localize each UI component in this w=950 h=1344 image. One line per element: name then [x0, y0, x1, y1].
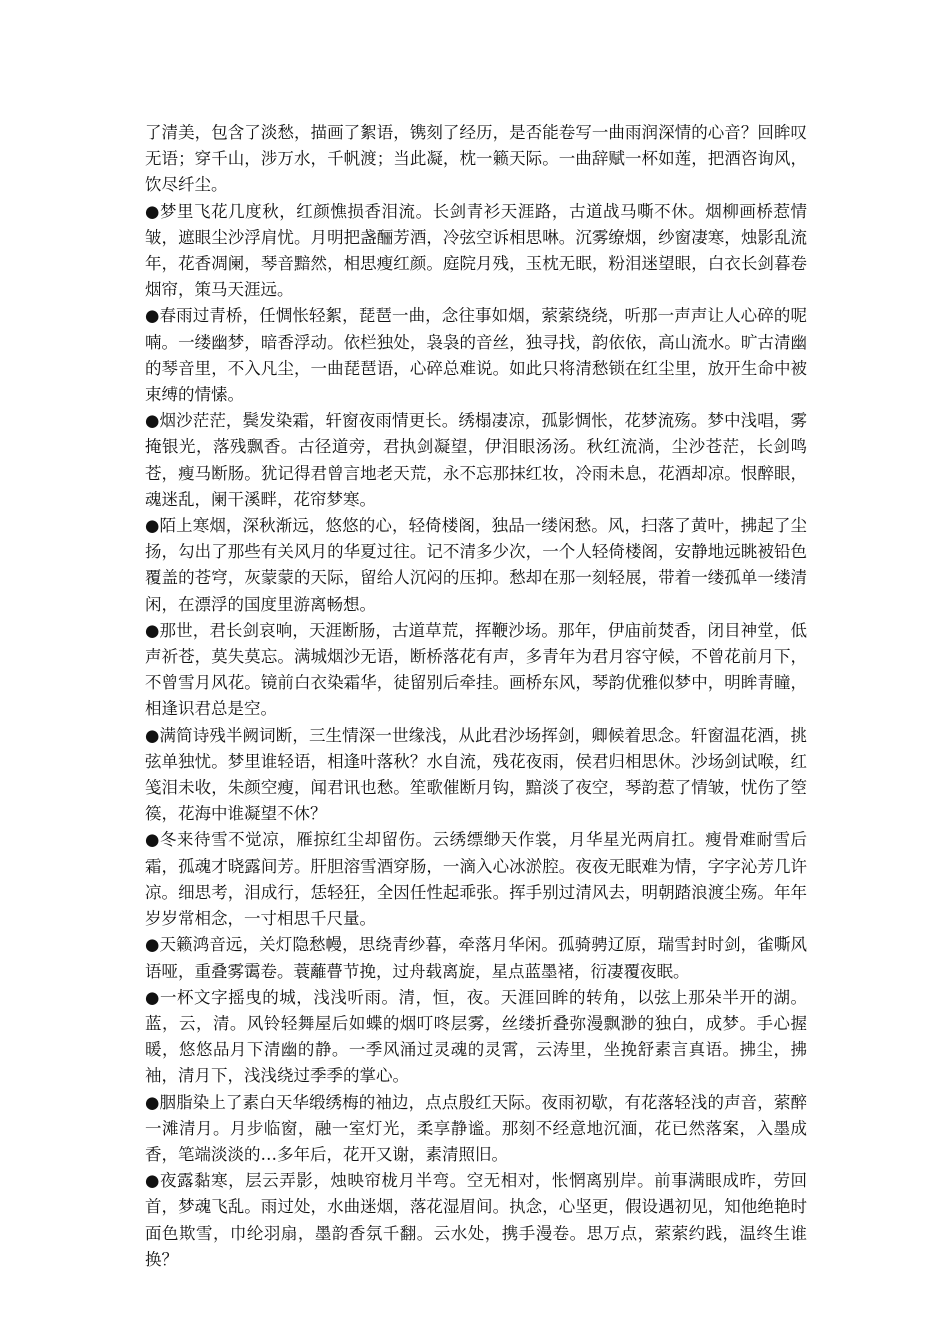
paragraph: ●一杯文字摇曳的城，浅浅听雨。清，恒，夜。天涯回眸的转角，以弦上那朵半开的湖。蓝，云，清。风铃轻舞屋后如蝶的烟叮咚层雾，丝缕折叠弥漫飘渺的独白，成梦。手心握暖，悠悠品月下清幽的静。一季风涌过灵魂的灵霄，云涛里，坐挽舒素言真语。拂尘，拂袖，清月下，浅浅绕过季季的掌心。	[145, 987, 807, 1086]
paragraph: 了清美，包含了淡愁，描画了絮语，镌刻了经历，是否能卷写一曲雨润深情的心音？回眸叹无语；穿千山，涉万水，千帆渡；当此凝，枕一籁天际。一曲辞赋一杯如莲，把酒咨询风，饮尽纤尘。	[145, 123, 807, 195]
paragraph: ●陌上寒烟，深秋渐远，悠悠的心，轻倚楼阁，独品一缕闲愁。风，扫落了黄叶，拂起了尘扬，勾出了那些有关风月的华夏过往。记不清多少次，一个人轻倚楼阁，安静地远眺被铅色覆盖的苍穹，灰蒙蒙的天际，留给人沉闷的压抑。愁却在那一刻轻展，带着一缕孤单一缕清闲，在漂浮的国度里游离畅想。	[145, 516, 807, 614]
paragraph: ●天籁鸿音远，关灯隐愁幔，思绕青纱暮，牵落月华闲。孤骑骋辽原，瑞雪封时剑，雀嘶风语哑，重叠雾霭卷。蓑蘺瞢节挽，过舟载离旋，星点蓝墨褚，衍凄覆夜眠。	[145, 935, 807, 981]
paragraph: ●梦里飞花几度秋，红颜憔损香泪流。长剑青衫天涯路，古道战马嘶不休。烟柳画桥惹情皱，遮眼尘沙浮肩忧。月明把盏酾芳酒，冷弦空诉相思啉。沉雾缭烟，纱窗凄寒，烛影乱流年，花香凋阑，琴音黯然，相思瘦红颜。庭院月残，玉枕无眠，粉泪迷望眼，白衣长剑暮卷烟帘，策马天涯远。	[145, 201, 807, 300]
paragraph: ●冬来待雪不觉凉，雁掠红尘却留伤。云绣缥缈天作裳，月华星光两肩扛。瘦骨难耐雪后霜，孤魂才晓露间芳。肝胆溶雪酒穿肠，一滴入心冰淤腔。夜夜无眠难为情，字字沁芳几许凉。细思考，泪成行，恁轻狂，全因任性起乖张。挥手别过清风去，明朝踏浪渡尘殇。年年岁岁常相念，一寸相思千尺量。	[145, 830, 807, 929]
paragraph: ●烟沙茫茫，鬓发染霜，轩窗夜雨情更长。绣榻凄凉，孤影惆怅，花梦流殇。梦中浅唱，雾掩银光，落残飘香。古径道旁，君执剑凝望，伊泪眼汤汤。秋红流淌，尘沙苍茫，长剑鸣苍，瘦马断肠。犹记得君曾言地老天荒，永不忘那抹红妆，冷雨未息，花酒却凉。恨醉眼，魂迷乱，阑干溪畔，花帘梦寒。	[145, 411, 807, 509]
document-page	[145, 120, 807, 1273]
paragraph: ●胭脂染上了素白天华缎绣梅的袖边，点点殷红天际。夜雨初歇，有花落轻浅的声音，萦醉一滩清月。月步临窗，融一室灯光，柔享静谧。那刻不经意地沉湎，花已然落案，入墨成香，笔端淡淡的…多年后，花开又谢，素清照旧。	[145, 1092, 807, 1164]
paragraph: ●那世，君长剑哀响，天涯断肠，古道草荒，挥鞭沙场。那年，伊庙前焚香，闭目神堂，低声祈苍，莫失莫忘。满城烟沙无语，断桥落花有声，多青年为君月容守候，不曾花前月下，不曾雪月风花。镜前白衣染霜华，徒留别后牵挂。画桥东风，琴韵优雅似梦中，明眸青瞳，相逢识君总是空。	[145, 620, 807, 719]
paragraph: ●春雨过青桥，任惆怅轻絮，琵琶一曲，念往事如烟，萦萦绕绕，听那一声声让人心碎的呢喃。一缕幽梦，暗香浮动。依栏独处，袅袅的音丝，独寻找，韵依依，高山流水。旷古清幽的琴音里，不入凡尘，一曲琵琶语，心碎总难说。如此只将清愁锁在红尘里，放开生命中被束缚的情愫。	[145, 306, 807, 405]
paragraph: ●夜露黏寒，层云弄影，烛映帘栊月半弯。空无相对，怅惘离别岸。前事满眼成昨，劳回首，梦魂飞乱。雨过处，水曲迷烟，落花湿眉间。执念，心坚更，假设遇初见，知他绝艳时面色欺雪，巾纶羽扇，墨韵香氛千翻。云水处，携手漫卷。思万点，萦萦约践，温终生谁换？	[145, 1171, 807, 1269]
paragraph: ●满简诗残半阙词断，三生情深一世缘浅，从此君沙场挥剑，卿候着思念。轩窗温花酒，挑弦单独忧。梦里谁轻语，相逢叶落秋？水自流，残花夜雨，侯君归相思休。沙场剑试喉，红笺泪未收，朱颜空瘦，闻君讯也愁。笙歌催断月钩，黯淡了夜空，琴韵惹了情皱，忧伤了箜篌，花海中谁凝望不休？	[145, 725, 807, 824]
